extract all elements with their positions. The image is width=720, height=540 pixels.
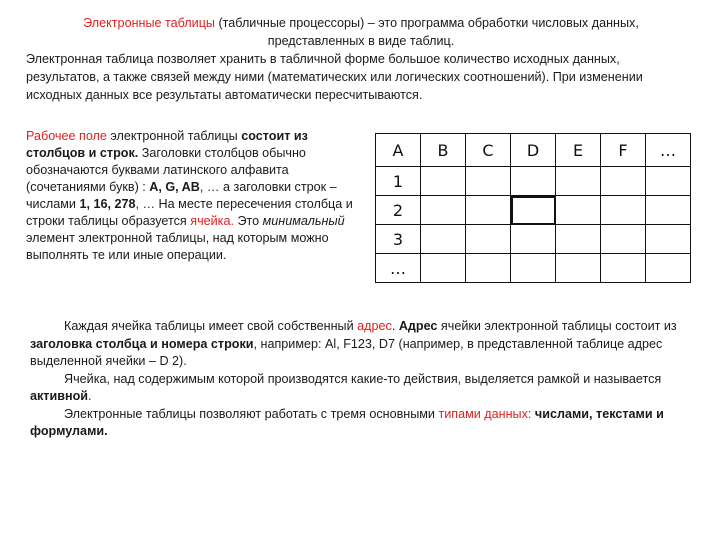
grid-cell [511,167,556,196]
column-header: C [466,134,511,167]
text-span: , … [135,197,156,211]
text-span: . [391,319,399,333]
work-field-description [26,128,356,264]
text-span: Это [233,214,263,228]
grid-cell [556,254,601,283]
bold-letters: A, G, AB [149,180,200,194]
grid-cell [466,225,511,254]
table-row [376,196,691,225]
text-span: Каждая ячейка таблицы имеет свой собственный [64,319,358,333]
table-row [376,254,691,283]
text-span: , … а заголовки строк – числами [26,180,337,211]
term-spreadsheets: Электронные таблицы [83,16,215,30]
column-header: F [601,134,646,167]
text-span: Ячейка, над содержимым которой производятся какие-то действия, выделяется рамкой и называется [64,371,662,386]
grid-cell [646,167,691,196]
column-header: E [556,134,601,167]
grid-cell [421,196,466,225]
grid-cell [466,196,511,225]
column-header: … [646,134,691,167]
term-cell: ячейка. [190,214,234,228]
column-header-row [376,134,691,167]
term-address: адрес [357,319,392,333]
grid-cell [646,254,691,283]
text-span: , например: Al, F123, D7 (например, в представленной таблице адрес выделенной ячейки – D 2). [30,336,663,368]
bold-column-row: заголовка столбца и номера строки [30,336,254,351]
grid-cell [646,225,691,254]
text-span: На месте пересечения столбца и строки таблицы образуется [26,197,353,228]
grid-cell [511,254,556,283]
intro-paragraph: Электронная таблица позволяет хранить в табличной форме большое количество исходных данных, результатов, а также связей между ними (математических или логических соотношений). При изменении исходных данных все результаты автоматически пересчитываются. [26,52,643,102]
text-span: . [88,389,92,403]
grid-cell [466,254,511,283]
grid-cell [601,196,646,225]
grid-cell [556,225,601,254]
grid-cell [421,167,466,196]
bold-address: Адрес [398,319,438,333]
text-span: элемент электронной таблицы, над которым можно выполнять те или иные операции. [26,231,329,262]
grid-cell [556,196,601,225]
column-header: D [511,134,556,167]
italic-minimal: минимальный [262,214,345,228]
bold-active: активной [30,389,89,403]
table-row [376,225,691,254]
bold-types: числами, текстами и формулами. [30,406,664,438]
paragraph-address [30,318,690,371]
address-description [30,318,690,441]
row-header: 2 [376,196,421,225]
spreadsheet-grid [375,133,691,283]
term-data-types: типами данных: [438,406,532,421]
grid-cell [646,196,691,225]
grid-cell [556,167,601,196]
grid-cell [601,254,646,283]
column-header: A [376,134,421,167]
text-span: ячейки электронной таблицы состоит из [437,319,677,333]
grid-cell [601,167,646,196]
row-header: … [376,254,421,283]
grid-cell [466,167,511,196]
grid-cell [601,225,646,254]
row-header: 3 [376,225,421,254]
grid-cell [421,225,466,254]
intro-block [26,14,696,104]
text-span: электронной таблицы [106,129,242,143]
definition-line [26,14,696,50]
selected-cell [511,196,556,225]
row-header: 1 [376,167,421,196]
grid-cell [421,254,466,283]
bold-consists: состоит из столбцов и строк. [26,129,308,160]
paragraph-data-types [30,406,690,441]
definition-text: (табличные процессоры) – это программа обработки числовых данных, представленных в виде таблиц. [214,16,639,48]
text-span: Электронные таблицы позволяют работать с тремя основными [64,406,439,421]
term-work-field: Рабочее поле [26,129,107,143]
grid-cell [511,225,556,254]
table-row [376,167,691,196]
column-header: B [421,134,466,167]
text-span: Заголовки столбцов обычно обозначаются буквами латинского алфавита (сочетаниями букв) : [26,146,306,194]
bold-numbers: 1, 16, 278 [79,197,136,211]
paragraph-active-cell [30,371,690,406]
